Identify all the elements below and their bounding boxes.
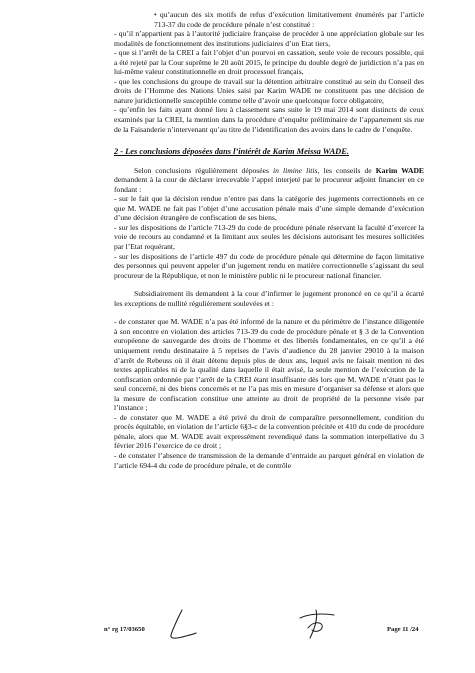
paragraph-groupe-travail: - que les conclusions du groupe de travail sur la détention arbitraire constitué au sein du Conseil des droits de l’Homme des Nations Unies saisi par Karim WADE ne constituent pas une décision de nature juridictionnelle susceptible comme telle d’avoir une quelconque force obligatoire, (114, 76, 424, 105)
paragraph-autorite: - qu’il n’appartient pas à l’autorité judiciaire française de procéder à une appréciation globale sur les modalités de fonctionnement des institutions judiciaires d’un Etat tiers, (114, 29, 424, 48)
paragraph-pourvoi: - que si l’arrêt de la CREI a fait l’objet d’un pourvoi en cassation, seule voie de recours possible, qui a été rejeté par la Cour suprême le 20 août 2015, le principe du double degré de juridiction n’a pas en lui-même valeur constitutionnelle en droit processuel français, (114, 48, 424, 77)
conclusions-text-c: , les conseils de (317, 165, 376, 175)
signature-initial-left (168, 608, 198, 642)
page-number: Page 11 /24 (387, 626, 419, 633)
conclusions-text-a: Selon conclusions régulièrement déposées (134, 165, 274, 175)
paragraph-information: - de constater que M. WADE n’a pas été informé de la nature et du périmètre de l’instance diligentée à son encontre en violation des articles 713-39 du code de procédure pénale et § 3 de la Convention européenne de sauvegarde des droits de l’homme et des libertés fondamentales, en ce qu’il a été uniquement rendu destinataire à 5 reprises de l’avis d’audience du 28 janvier 29010 à la maison d’arrêt de Rebeuss où il était détenu depuis plus de deux ans, lequel avis ne faisait mention ni des textes applicables ni de la qualité dans laquelle il était avisé, la seule mention de l’exécution de la confiscation ordonnée par l’arrêt de la CREI étant insuffisante dès lors que M. WADE n’étant pas le seul concerné, ni des biens concernés et ne l’a pas mis en mesure d’organiser sa défense et alors que la mesure de confiscation constitue une atteinte au droit de propriété de la personne visée par l’instance ; (114, 317, 424, 413)
paragraph-classement: - qu’enfin les faits ayant donné lieu à classement sans suite le 19 mai 2014 sont distincts de ceux examinés par la CREI, la mention dans la procédure d’enquête préliminaire de l’appartement sis rue de la Faisanderie n’intervenant qu’au titre de l’identification des avoirs dans le cadre de l’enquête. (114, 105, 424, 134)
paragraph-motifs: • qu’aucun des six motifs de refus d’exécution limitativement énumérés par l’article 713-37 du code de procédure pénale n’est constitué : (154, 10, 424, 29)
conclusions-text-latin: in limine litis (273, 165, 318, 175)
conclusions-text-name: Karim WADE (375, 165, 424, 175)
conclusions-text-e: demandent à la cour de déclarer irrecevable l’appel interjeté par le procureur adjoint financier en ce fondant : (114, 175, 424, 194)
section-heading: 2 - Les conclusions déposées dans l’intérêt de Karim Meissa WADE. (114, 147, 349, 157)
paragraph-jugements: - sur le fait que la décision rendue n’entre pas dans la catégorie des jugements correctionnels en ce que M. WADE ne fait pas l’objet d’une accusation pénale mais d’une simple demande d’exécution d’une décision étrangère de confiscation de ses biens, (114, 194, 424, 223)
body-text (114, 10, 424, 470)
paragraph-subsidiairement: Subsidiairement ils demandent à la cour d’infirmer le jugement prononcé en ce qu’il a écarté les exceptions de nullité régulièrement soulevées et : (114, 289, 424, 308)
paragraph-article-713-29: - sur les dispositions de l’article 713-29 du code de procédure pénale réservant la faculté d’exercer la voie de recours au condamné et la limitant aux seules les décisions autorisant les mesures sollicitées par l’Etat requérant, (114, 222, 424, 252)
case-reference: n° rg 17/03650 (104, 626, 145, 633)
paragraph-article-497: - sur les dispositions de l’article 497 du code de procédure pénale qui détermine de façon limitative des personnes qui peuvent appeler d’un jugement rendu en matière correctionnelle s’agissant du seul procureur de la République, et non le ministère public ni le procureur national financier. (114, 251, 424, 280)
paragraph-transmission: - de constater l’absence de transmission de la demande d’entraide au parquet général en violation de l’article 694-4 du code de procédure pénale, et de contrôle (114, 450, 424, 470)
paragraph-comparaitre: - de constater que M. WADE a été privé du droit de comparaître personnellement, condition du procès équitable, en violation de l’article 6§3-c de la convention précitée et 410 du code de procédure pénale, alors que M. WADE avait expressément revendiqué dans la sommation interpellative du 3 février 2016 l’exercice de ce droit ; (114, 412, 424, 451)
signature-initial-right (296, 606, 340, 642)
paragraph-conclusions (114, 166, 424, 195)
